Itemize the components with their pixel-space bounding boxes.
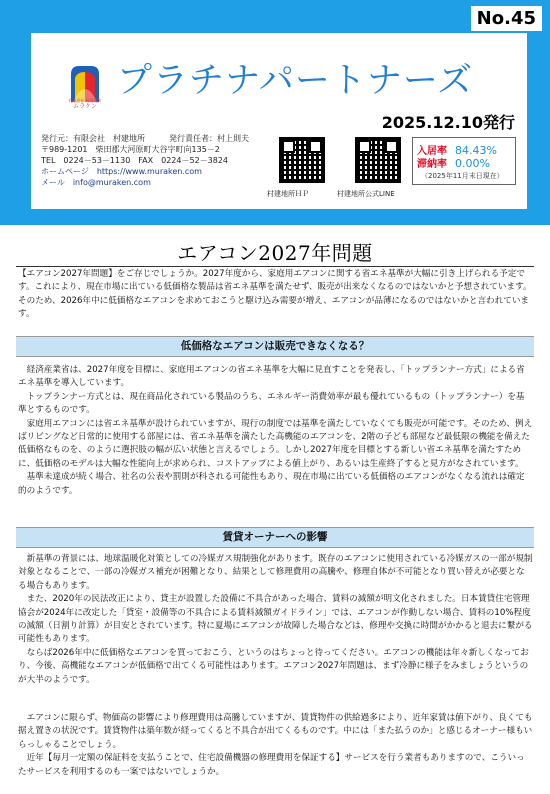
intro-paragraph: [18, 268, 533, 322]
phone-fax-line: TEL 0224－53－1130 FAX 0224－52－3824: [41, 156, 229, 165]
closing-paragraph: エアコンに限らず、物価高の影響により修理費用は高騰していますが、賃貸物件の供給過多により、近年家賃は値下がり、良くても据え置きの状況です。賃貸物件は築年数が経ってくると不具合が出てくるものです。中には「また払うのか」と感じるオーナー様もいらっしゃることでしょう。: [18, 713, 533, 750]
section1-paragraph: トップランナー方式とは、現在商品化されている製品のうち、エネルギー消費効率が最も優れているもの（トップランナー）を基準とするものです。: [18, 391, 525, 416]
newsletter-title: プラチナパートナーズ: [117, 61, 474, 101]
article-title: エアコン2027年問題: [177, 241, 373, 265]
occupancy-label: 入居率: [417, 146, 447, 157]
issue-date: 2025.12.10発行: [381, 113, 515, 132]
section1-body: [18, 364, 533, 498]
logo-caption: 有限会社 村建地所 ムラケン: [68, 98, 102, 110]
delinquency-label: 滞納率: [417, 159, 447, 170]
section2-heading: 賃貸オーナーへの影響: [16, 527, 534, 548]
issue-number: No.45: [471, 6, 542, 31]
intro-text: 【エアコン2027年問題】をご存じでしょうか。2027年度から、家庭用エアコンに関する省エネ基準が大幅に引き上げられる予定です。これにより、現在市場に出ている低価格な製品は省エネ基準を満たせず、販売が出来なくなるのではないかと予想されています。そのため、2026年中に低価格なエアコンを求めておこうと駆け込み需要が増え、エアコンが品薄になるのではないかと言われています。: [18, 269, 532, 320]
section2-paragraph: ならば2026年中に低価格なエアコンを買っておこう、というのはちょっと待ってください。エアコンの機能は年々新しくなっており、今後、高機能なエアコンが低価格で出てくる可能性はあります。エアコン2027年問題は、まず冷静に様子をみましょうというのが大半のようです。: [18, 647, 529, 685]
email-link[interactable]: メール info@muraken.com: [41, 178, 151, 187]
header-panel: [31, 33, 527, 209]
publisher-line: 発行元：有限会社 村建地所 発行責任者：村上則夫: [41, 134, 249, 143]
title-divider: [16, 266, 534, 267]
section2-body: [18, 553, 533, 687]
publisher-info: [41, 133, 271, 188]
occupancy-value: 84.43%: [455, 144, 497, 157]
section2-paragraph: 新基準の背景には、地球温暖化対策としての冷媒ガス規制強化があります。既存のエアコンに使用されている冷媒ガスの一部が規制対象となることで、一部の冷媒ガス補充が困難となり、結果として修理費用の高騰や、修理自体が不可能となり買い替えが必要となる場合もあります。: [18, 554, 533, 591]
section1-paragraph: 家庭用エアコンには省エネ基準が設けられていますが、現行の制度では基準を満たしていなくても販売が可能です。そのため、例えばリビングなど日常的に使用する部屋には、省エネ基準を満たした高機能のエアコンを、2階の子ども部屋など最低限の機能を備えた低価格なものを、のように選択肢の幅が広い状態と言えるでしょう。しかし2027年度を目標とする新しい省エネ基準を満たすために、低価格のモデルは大幅な性能向上が求められ、コストアップによる値上がり、あるいは生産終了すると見方がなされています。: [18, 418, 533, 469]
delinquency-value: 0.00%: [455, 157, 490, 170]
homepage-link[interactable]: ホームページ https://www.muraken.com: [41, 167, 202, 176]
section1-heading: 低価格なエアコンは販売できなくなる？: [16, 336, 534, 357]
section2-paragraph: また、2020年の民法改正により、貸主が設置した設備に不具合があった場合、賃料の減額が明文化されました。日本賃貸住宅管理協会が2024年に改定した「貸室・設備等の不具合による賃料減額ガイドライン」では、エアコンが作動しない場合、賃料の10%程度の減額（日割り計算）が目安とされています。特に夏場にエアコンが故障した場合などは、修理や交換に時間がかかると退去に繋がる可能性もあります。: [18, 594, 533, 645]
closing-paragraph: 近年【毎月一定額の保証料を支払うことで、住宅設備機器の修理費用を保証する】サービスを行う業者もありますので、こういったサービスを利用するのも一案ではないでしょうか。: [18, 753, 525, 777]
delinquency-row: [417, 155, 490, 170]
address-line: 〒989-1201 柴田郡大河原町大谷字町向135－2: [41, 145, 220, 154]
line-qr-caption: 村建地所公式LINE: [337, 190, 395, 198]
occupancy-rate-box: [412, 137, 516, 185]
homepage-qr-caption: 村建地所ＨＰ: [267, 190, 309, 198]
homepage-qr-code: [279, 137, 325, 183]
section1-paragraph: 基準未達成が続く場合、社名の公表や罰則が科される可能性もあり、現在市場に出ている低価格のエアコンがなくなる流れは確定的のようです。: [18, 472, 525, 496]
section1-paragraph: 経済産業省は、2027年度を目標に、家庭用エアコンの省エネ基準を大幅に見直すことを発表し、「トップランナー方式」による省エネ基準を導入しています。: [18, 365, 525, 389]
closing-body: [18, 712, 533, 779]
rate-note: （2025年11月末日現在）: [421, 172, 504, 180]
line-qr-code: [355, 137, 401, 183]
